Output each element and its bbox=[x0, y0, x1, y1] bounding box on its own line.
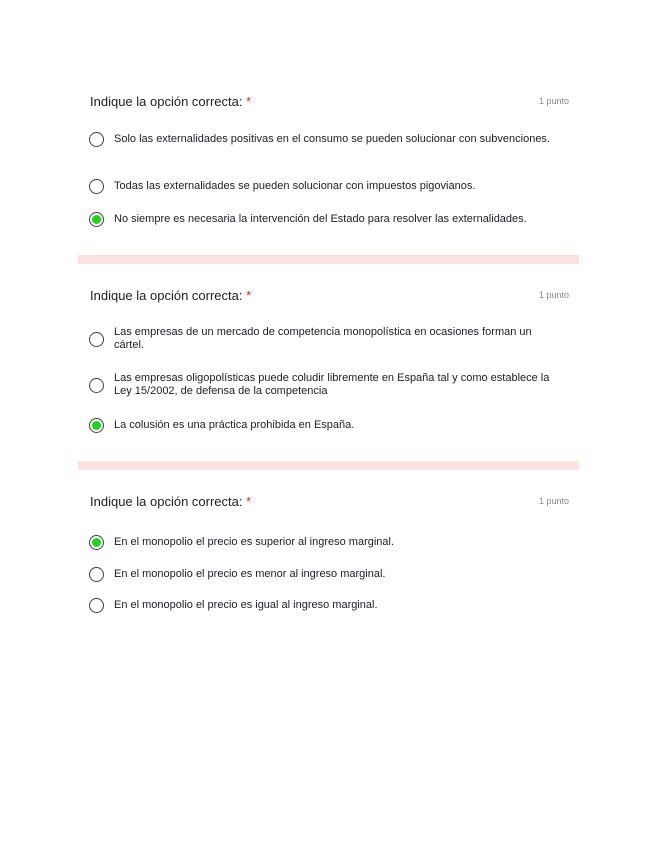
option-label: Solo las externalidades positivas en el consumo se pueden solucionar con subvenciones. bbox=[114, 133, 550, 145]
question-3 bbox=[78, 494, 579, 611]
question-points: 1 punto bbox=[538, 290, 569, 300]
option-2-1[interactable] bbox=[89, 326, 564, 352]
question-header bbox=[78, 288, 579, 308]
option-1-1[interactable] bbox=[89, 132, 564, 147]
option-3-2[interactable] bbox=[89, 567, 564, 582]
question-header bbox=[78, 94, 579, 114]
option-label: No siempre es necesaria la intervención del Estado para resolver las externalidades. bbox=[114, 213, 527, 225]
option-label: Todas las externalidades se pueden solucionar con impuestos pigovianos. bbox=[114, 180, 476, 192]
option-label: En el monopolio el precio es igual al ingreso marginal. bbox=[114, 599, 378, 611]
question-title bbox=[90, 494, 251, 509]
option-2-3[interactable] bbox=[89, 418, 564, 433]
question-2 bbox=[78, 288, 579, 431]
option-label: En el monopolio el precio es superior al ingreso marginal. bbox=[114, 536, 395, 548]
option-2-2[interactable] bbox=[89, 372, 564, 398]
option-3-3[interactable] bbox=[89, 598, 564, 613]
radio-unchecked-icon[interactable] bbox=[89, 179, 104, 194]
question-1 bbox=[78, 94, 579, 225]
required-mark: * bbox=[246, 288, 252, 303]
question-title bbox=[90, 94, 251, 109]
question-title bbox=[90, 288, 251, 303]
radio-checked-icon[interactable] bbox=[89, 212, 104, 227]
question-header bbox=[78, 494, 579, 514]
radio-unchecked-icon[interactable] bbox=[89, 132, 104, 147]
question-title-text: Indique la opción correcta: bbox=[90, 288, 243, 303]
option-label: Las empresas oligopolísticas puede coludir libremente en España tal y como establece la Ley 15/2002, de defensa de la competencia bbox=[114, 372, 550, 397]
question-title-text: Indique la opción correcta: bbox=[90, 494, 243, 509]
question-title-text: Indique la opción correcta: bbox=[90, 94, 243, 109]
radio-checked-icon[interactable] bbox=[89, 535, 104, 550]
required-mark: * bbox=[246, 494, 252, 509]
option-label: La colusión es una práctica prohibida en España. bbox=[114, 419, 355, 431]
section-divider bbox=[78, 461, 579, 470]
required-mark: * bbox=[246, 94, 252, 109]
radio-checked-icon[interactable] bbox=[89, 418, 104, 433]
radio-unchecked-icon[interactable] bbox=[89, 598, 104, 613]
option-1-2[interactable] bbox=[89, 179, 564, 194]
option-label: En el monopolio el precio es menor al ingreso marginal. bbox=[114, 568, 386, 580]
radio-unchecked-icon[interactable] bbox=[89, 332, 104, 347]
option-1-3[interactable] bbox=[89, 212, 574, 227]
radio-unchecked-icon[interactable] bbox=[89, 567, 104, 582]
option-3-1[interactable] bbox=[89, 535, 564, 550]
radio-unchecked-icon[interactable] bbox=[89, 378, 104, 393]
question-points: 1 punto bbox=[538, 96, 569, 106]
section-divider bbox=[78, 255, 579, 264]
question-points: 1 punto bbox=[538, 496, 569, 506]
option-label: Las empresas de un mercado de competencia monopolística en ocasiones forman un cártel. bbox=[114, 326, 532, 351]
